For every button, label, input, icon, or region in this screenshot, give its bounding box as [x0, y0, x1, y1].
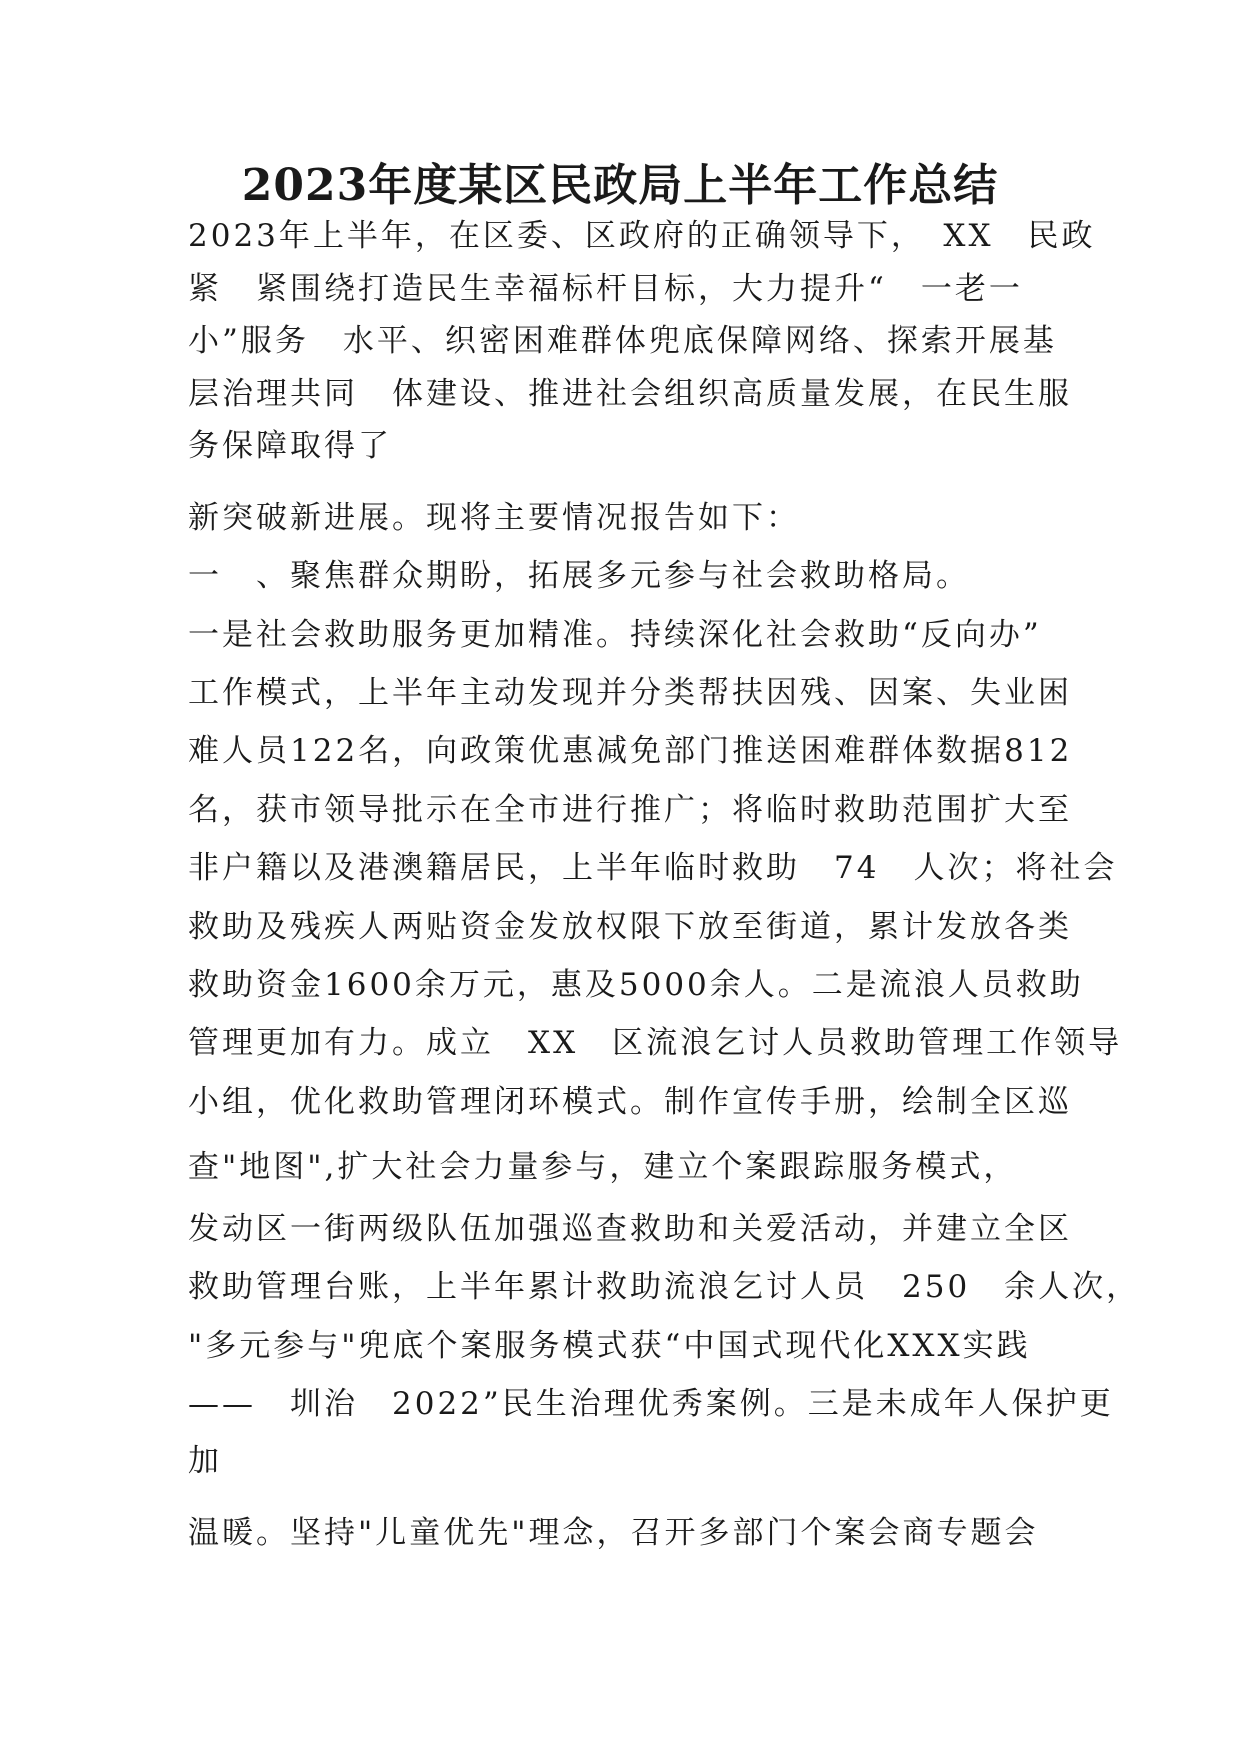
document-title: 2023年度某区民政局上半年工作总结	[241, 160, 999, 211]
body-line: 务保障取得了	[188, 428, 392, 464]
body-line: 救助管理台账，上半年累计救助流浪乞讨人员 250 余人次，	[188, 1269, 1141, 1305]
body-line: 查"地图",扩大社会力量参与，建立个案跟踪服务模式，	[188, 1149, 1018, 1185]
body-line: 管理更加有力。成立 XX 区流浪乞讨人员救助管理工作领导	[188, 1025, 1123, 1061]
section-heading: 一 、聚焦群众期盼，拓展多元参与社会救助格局。	[188, 558, 970, 594]
body-line: 工作模式，上半年主动发现并分类帮扶因残、因案、失业困	[188, 675, 1072, 711]
body-line: 加	[188, 1443, 222, 1479]
body-line: 2023年上半年，在区委、区政府的正确领导下， XX 民政	[188, 218, 1096, 254]
body-line: 层治理共同 体建设、推进社会组织高质量发展，在民生服	[188, 376, 1072, 412]
body-line: "多元参与"兜底个案服务模式获“中国式现代化XXX实践	[188, 1328, 1031, 1364]
body-line: 小组，优化救助管理闭环模式。制作宣传手册，绘制全区巡	[188, 1084, 1072, 1120]
body-line: 名，获市领导批示在全市进行推广；将临时救助范围扩大至	[188, 792, 1072, 828]
body-line: 新突破新进展。现将主要情况报告如下：	[188, 500, 800, 536]
body-line: 紧 紧围绕打造民生幸福标杆目标，大力提升“ 一老一	[188, 271, 1023, 307]
body-line: 小”服务 水平、织密困难群体兜底保障网络、探索开展基	[188, 323, 1057, 359]
body-line: —— 圳治 2022”民生治理优秀案例。三是未成年人保护更	[188, 1386, 1114, 1422]
body-line: 救助及残疾人两贴资金发放权限下放至街道，累计发放各类	[188, 909, 1072, 945]
body-line: 发动区一街两级队伍加强巡查救助和关爱活动，并建立全区	[188, 1211, 1072, 1247]
body-line: 难人员122名，向政策优惠减免部门推送困难群体数据812	[188, 733, 1073, 769]
body-line: 一是社会救助服务更加精准。持续深化社会救助“反向办”	[188, 617, 1042, 653]
body-line: 救助资金1600余万元，惠及5000余人。二是流浪人员救助	[188, 967, 1084, 1003]
body-line: 温暖。坚持"儿童优先"理念，召开多部门个案会商专题会	[188, 1515, 1039, 1551]
body-line: 非户籍以及港澳籍居民，上半年临时救助 74 人次；将社会	[188, 850, 1118, 886]
